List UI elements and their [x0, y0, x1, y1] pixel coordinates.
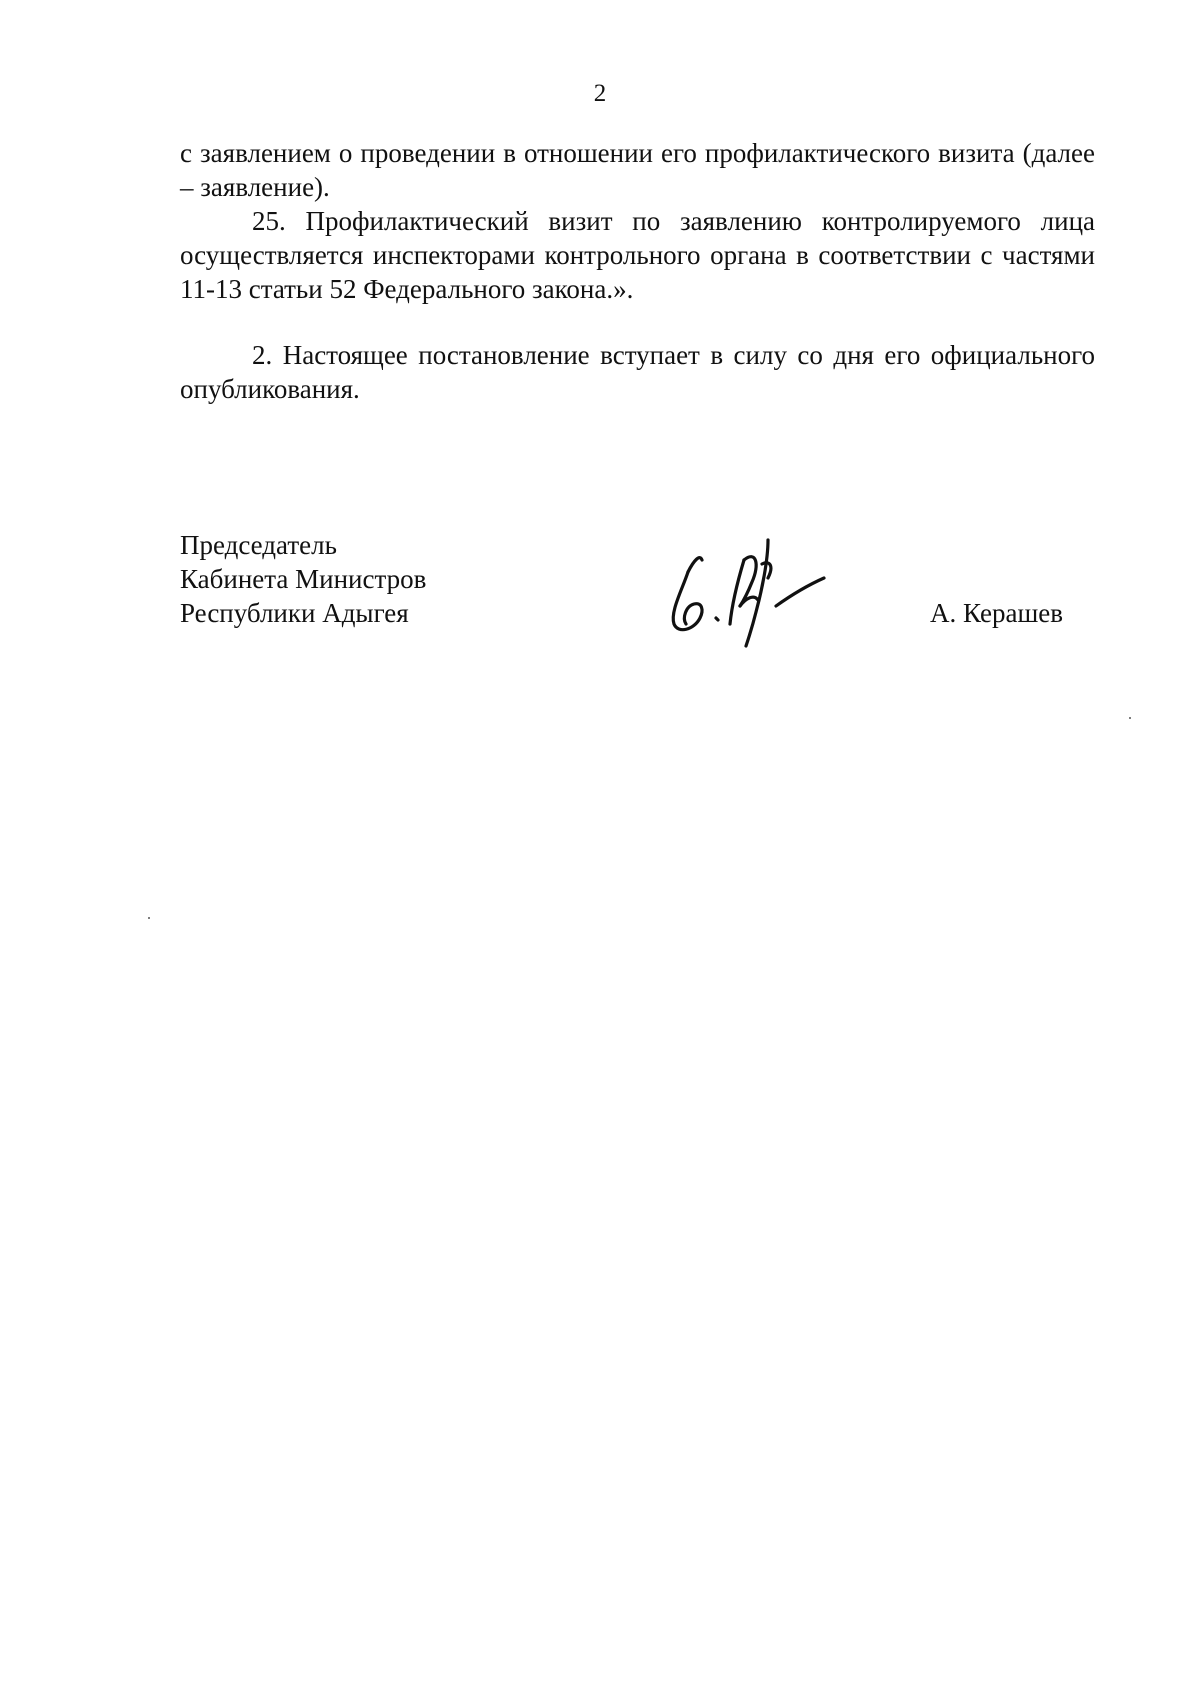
document-body [180, 136, 1095, 406]
signatory-position [180, 528, 426, 630]
position-line-2: Кабинета Министров [180, 564, 427, 594]
scan-speck-1 [1129, 717, 1131, 719]
page-number: 2 [593, 80, 607, 107]
signer-name: А. Керашев [930, 598, 1063, 628]
position-line-3: Республики Адыгея [180, 598, 409, 628]
paragraph-continuation: с заявлением о проведении в отношении его профилактического визита (далее – заявление). [180, 138, 1095, 202]
paragraph-clause-25: 25. Профилактический визит по заявлению контролируемого лица осуществляется инспекторами контрольного органа в соответствии с частями 11-13 статьи 52 Федерального закона.». [180, 206, 1095, 304]
position-line-1: Председатель [180, 530, 337, 560]
handwritten-signature-icon [660, 520, 840, 650]
paragraph-item-2: 2. Настоящее постановление вступает в силу со дня его официального опубликования. [180, 340, 1095, 404]
scan-speck-2 [148, 917, 150, 919]
